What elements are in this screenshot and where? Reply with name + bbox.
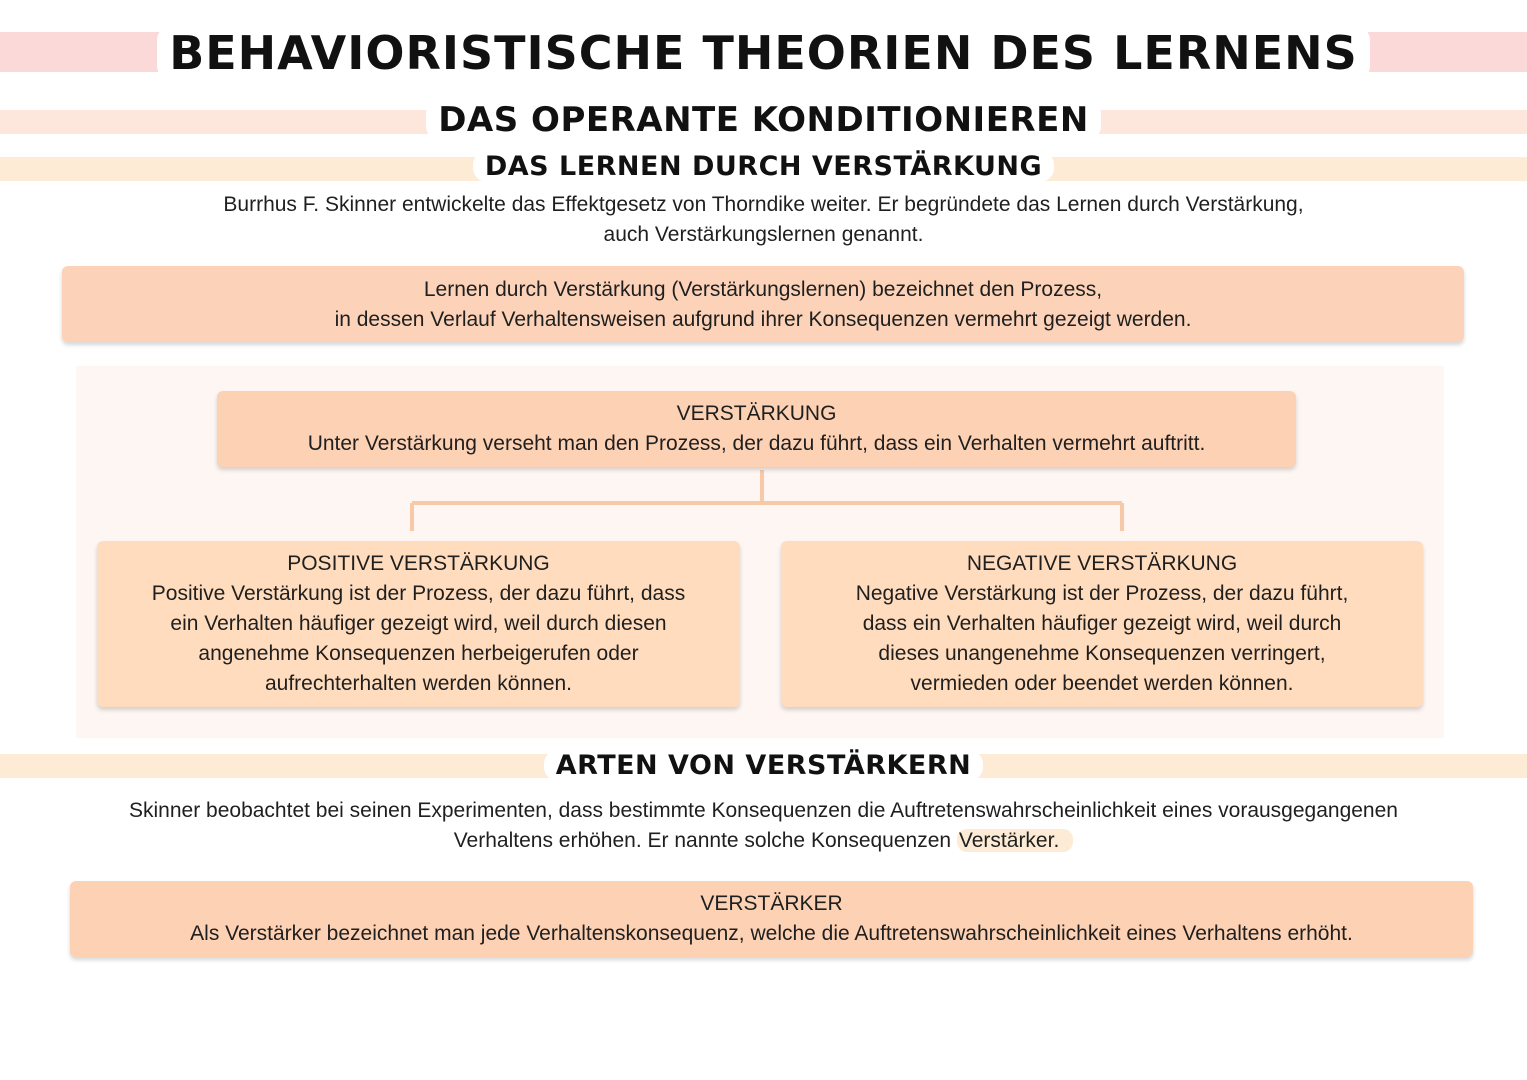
- negative-line-4: vermieden oder beendet werden können.: [910, 672, 1294, 695]
- page-subtitle: DAS OPERANTE KONDITIONIEREN: [0, 100, 1527, 140]
- positive-verstaerkung-box: [97, 541, 740, 707]
- section-heading-verstaerkung: DAS LERNEN DURCH VERSTÄRKUNG: [0, 151, 1527, 182]
- verstaerkung-text: Unter Verstärkung verseht man den Prozess, der dazu führt, dass ein Verhalten vermehrt auftritt.: [307, 432, 1206, 455]
- definition-line-1: Lernen durch Verstärkung (Verstärkungslernen) bezeichnet den Prozess,: [423, 278, 1103, 301]
- positive-line-2: ein Verhalten häufiger gezeigt wird, weil durch diesen: [170, 612, 667, 635]
- positive-line-1: Positive Verstärkung ist der Prozess, der dazu führt, dass: [151, 582, 686, 605]
- negative-verstaerkung-box: [781, 541, 1423, 707]
- page-title: BEHAVIORISTISCHE THEORIEN DES LERNENS: [0, 26, 1527, 80]
- arten-line-1: Skinner beobachtet bei seinen Experimenten, dass bestimmte Konsequenzen die Auftretenswahrscheinlichkeit eines vorausgegangenen: [129, 799, 1398, 822]
- arten-paragraph: [10, 796, 1517, 856]
- highlight-verstaerker: Verstärker.: [957, 829, 1073, 852]
- section-heading-arten: ARTEN VON VERSTÄRKERN: [0, 750, 1527, 781]
- negative-line-3: dieses unangenehme Konsequenzen verringert,: [878, 642, 1326, 665]
- verstaerker-text: Als Verstärker bezeichnet man jede Verhaltenskonsequenz, welche die Auftretenswahrscheinlichkeit eines Verhaltens erhöht.: [190, 922, 1353, 945]
- verstaerker-box: [70, 881, 1473, 957]
- intro-line-1: Burrhus F. Skinner entwickelte das Effektgesetz von Thorndike weiter. Er begründete das Lernen durch Verstärkung,: [223, 193, 1304, 216]
- arten-line-2: [10, 826, 1517, 856]
- verstaerkung-title: VERSTÄRKUNG: [676, 402, 837, 425]
- negative-line-1: Negative Verstärkung ist der Prozess, der dazu führt,: [855, 582, 1349, 605]
- positive-line-3: angenehme Konsequenzen herbeigerufen oder: [198, 642, 639, 665]
- definition-line-2: in dessen Verlauf Verhaltensweisen aufgrund ihrer Konsequenzen vermehrt gezeigt werden.: [334, 308, 1192, 331]
- verstaerkung-box: [217, 391, 1296, 467]
- negative-title: NEGATIVE VERSTÄRKUNG: [966, 552, 1238, 575]
- verstaerker-title: VERSTÄRKER: [700, 892, 843, 915]
- positive-line-4: aufrechterhalten werden können.: [264, 672, 573, 695]
- negative-line-2: dass ein Verhalten häufiger gezeigt wird, weil durch: [862, 612, 1342, 635]
- positive-title: POSITIVE VERSTÄRKUNG: [287, 552, 550, 575]
- intro-line-2: auch Verstärkungslernen genannt.: [603, 223, 924, 246]
- arten-line-2-text: Verhaltens erhöhen. Er nannte solche Konsequenzen: [453, 829, 957, 852]
